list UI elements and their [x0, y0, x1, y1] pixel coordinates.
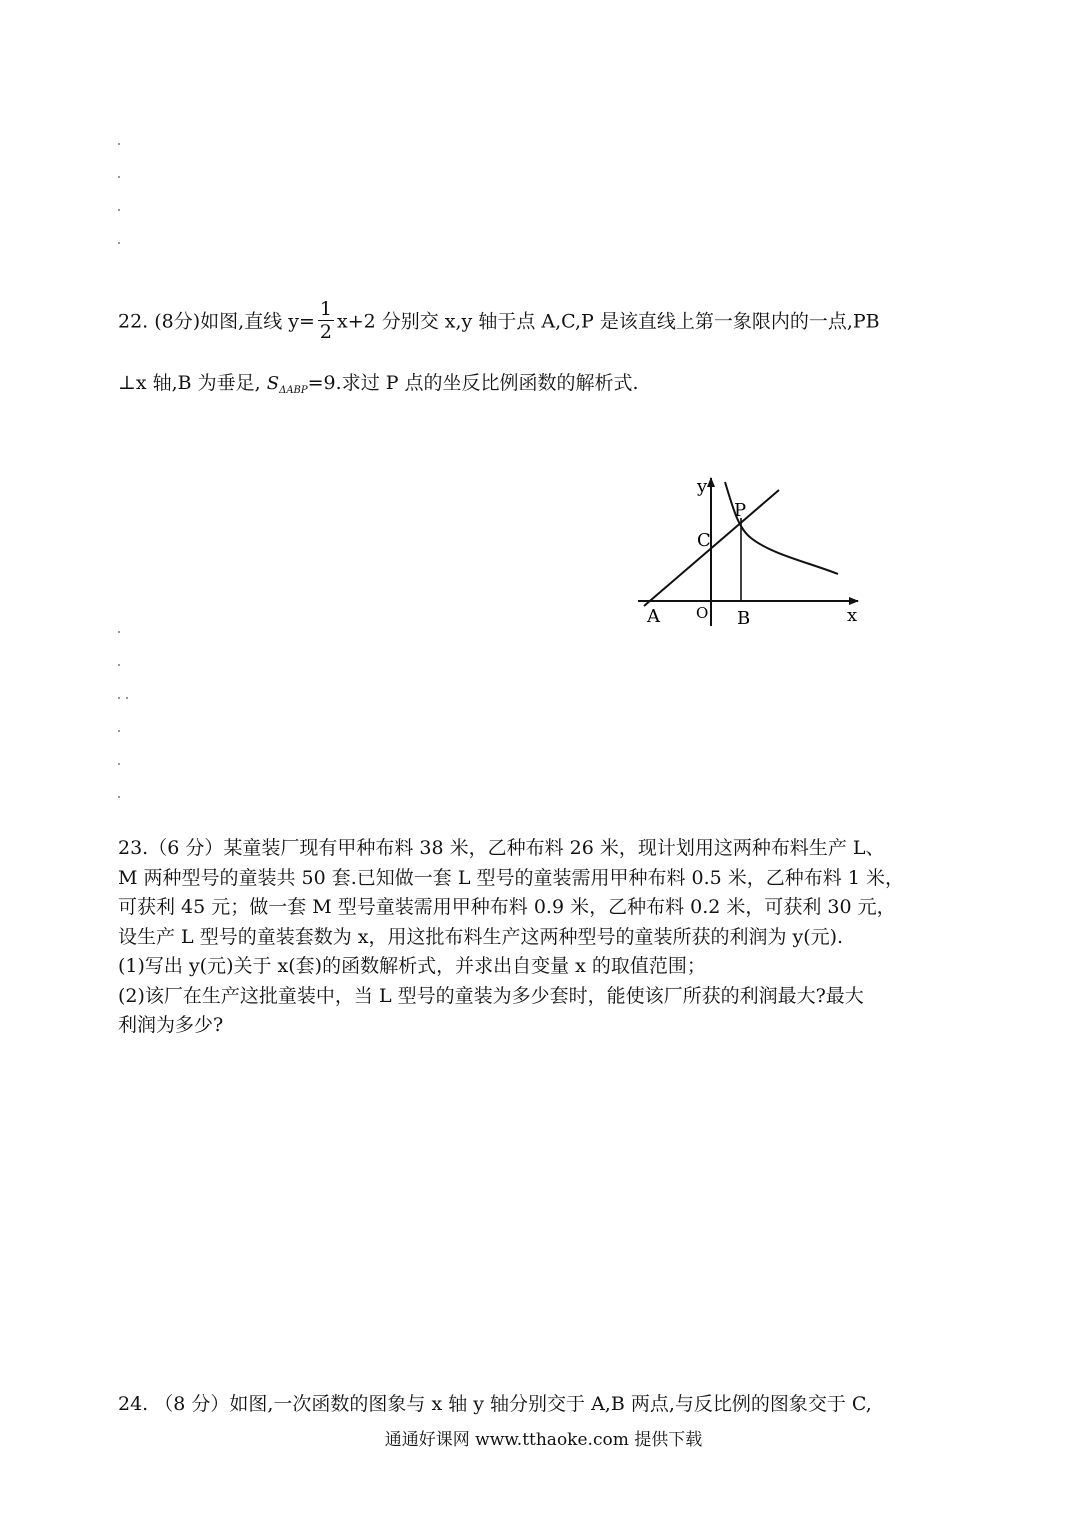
- label-y: y: [697, 476, 708, 497]
- margin-dot: [118, 631, 120, 633]
- label-p: P: [734, 500, 747, 521]
- q23-line: 可获利 45 元；做一套 M 型号童装需用甲种布料 0.9 米，乙种布料 0.2 米，可获利 30 元，: [118, 896, 896, 918]
- margin-dot: [126, 697, 128, 699]
- q24-line: 24. （8 分）如图,一次函数的图象与 x 轴 y 轴分别交于 A,B 两点,与反比例的图象交于 C,: [118, 1393, 872, 1415]
- q22-line1-pre: 22. (8分)如图,直线 y=: [118, 310, 315, 333]
- label-b: B: [737, 608, 751, 629]
- q22-figure-svg: [632, 470, 864, 635]
- q22-line2-post: =9.求过 P 点的坐反比例函数的解析式.: [307, 372, 639, 394]
- label-x: x: [847, 605, 858, 626]
- margin-dot: [118, 242, 120, 244]
- fraction: [318, 298, 334, 343]
- inverse-proportion-curve: [725, 482, 838, 574]
- q23-line: 设生产 L 型号的童装套数为 x，用这批布料生产这两种型号的童装所获的利润为 y(元).: [118, 925, 844, 948]
- page-footer: 通通好课网 www.tthaoke.com 提供下载: [384, 1430, 703, 1450]
- q23-line: 23.（6 分）某童装厂现有甲种布料 38 米，乙种布料 26 米，现计划用这两种布料生产 L、: [118, 837, 885, 859]
- q22-figure: [632, 470, 864, 635]
- margin-dot: [118, 143, 120, 145]
- q22-line-2: [118, 368, 639, 396]
- q23-line: 利润为多少?: [118, 1014, 224, 1036]
- q22-line-1: [118, 300, 880, 345]
- area-symbol-letter: S: [266, 373, 280, 394]
- label-c: C: [697, 530, 711, 551]
- margin-dot: [118, 209, 120, 211]
- margin-dot: [118, 763, 120, 765]
- q22-line2-pre: ⊥x 轴,B 为垂足,: [118, 372, 261, 394]
- margin-dot: [118, 664, 120, 666]
- area-symbol: [267, 373, 308, 394]
- margin-dot: [118, 796, 120, 798]
- margin-dot: [118, 176, 120, 178]
- fraction-denominator: 2: [319, 321, 332, 343]
- q22-line1-post: x+2 分别交 x,y 轴于点 A,C,P 是该直线上第一象限内的一点,PB: [337, 310, 880, 333]
- q23-block: [118, 834, 978, 1041]
- fraction-numerator: 1: [319, 298, 332, 320]
- q23-line: (2)该厂在生产这批童装中，当 L 型号的童装为多少套时，能使该厂所获的利润最大?最大: [118, 984, 864, 1007]
- q23-line: (1)写出 y(元)关于 x(套)的函数解析式，并求出自变量 x 的取值范围；: [118, 955, 706, 977]
- margin-dot: [118, 697, 120, 699]
- label-o: O: [696, 604, 709, 622]
- label-a: A: [647, 606, 660, 627]
- margin-dot: [118, 730, 120, 732]
- area-subscript: ΔABP: [279, 385, 308, 396]
- q23-line: M 两种型号的童装共 50 套.已知做一套 L 型号的童装需用甲种布料 0.5 米，乙种布料 1 米，: [118, 866, 904, 889]
